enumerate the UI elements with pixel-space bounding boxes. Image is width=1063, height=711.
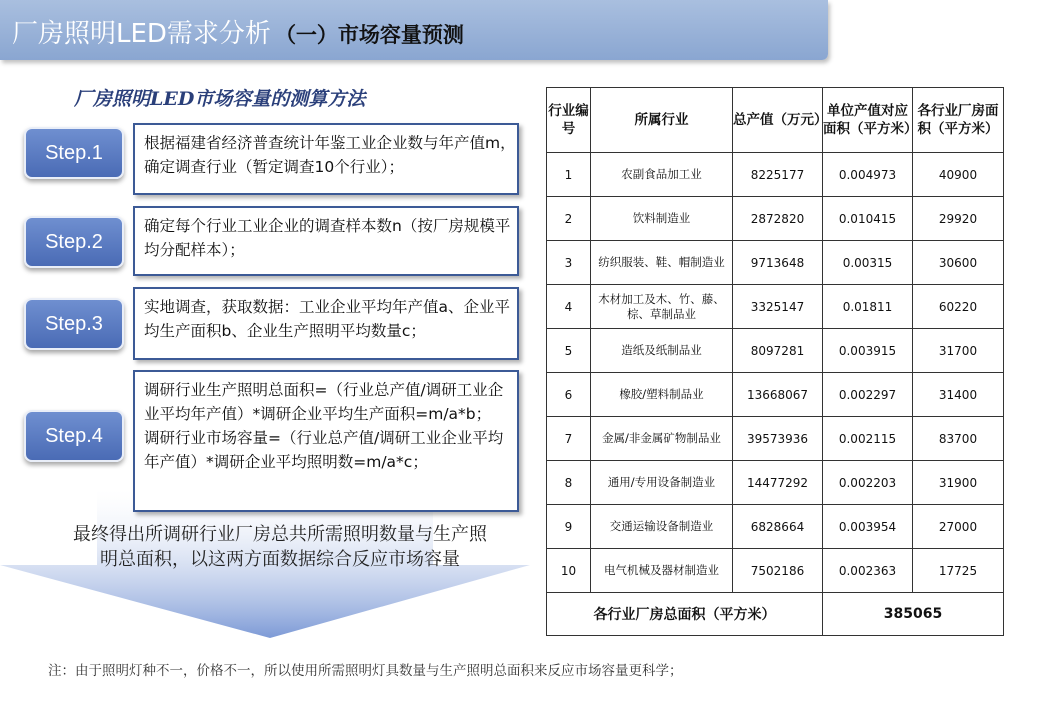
cell-id: 6 (547, 373, 591, 417)
step-1-badge: Step.1 (24, 127, 124, 179)
cell-unit-area: 0.002203 (823, 461, 913, 505)
cell-industry: 通用/专用设备制造业 (591, 461, 733, 505)
cell-id: 10 (547, 549, 591, 593)
table-total-row (547, 593, 1004, 636)
cell-area: 31900 (913, 461, 1004, 505)
cell-unit-area: 0.002115 (823, 417, 913, 461)
cell-unit-area: 0.003954 (823, 505, 913, 549)
cell-output: 8097281 (733, 329, 823, 373)
page-title-main: 厂房照明LED需求分析 (12, 19, 271, 49)
step-3-badge: Step.3 (24, 298, 124, 350)
table-row (547, 505, 1004, 549)
cell-industry: 橡胶/塑料制品业 (591, 373, 733, 417)
table-row (547, 417, 1004, 461)
cell-industry: 电气机械及器材制造业 (591, 549, 733, 593)
cell-id: 9 (547, 505, 591, 549)
cell-id: 3 (547, 241, 591, 285)
cell-area: 60220 (913, 285, 1004, 329)
method-title: 厂房照明LED市场容量的测算方法 (74, 88, 366, 110)
cell-industry: 木材加工及木、竹、藤、棕、草制品业 (591, 285, 733, 329)
cell-id: 1 (547, 153, 591, 197)
table-row (547, 285, 1004, 329)
cell-unit-area: 0.004973 (823, 153, 913, 197)
step-3-text: 实地调查，获取数据：工业企业平均年产值a、企业平均生产面积b、企业生产照明平均数量c； (133, 287, 519, 360)
title-bar (0, 0, 828, 60)
total-value: 385065 (823, 593, 1004, 636)
cell-area: 27000 (913, 505, 1004, 549)
cell-area: 31400 (913, 373, 1004, 417)
table-body (547, 153, 1004, 593)
cell-area: 30600 (913, 241, 1004, 285)
cell-output: 6828664 (733, 505, 823, 549)
cell-unit-area: 0.003915 (823, 329, 913, 373)
table-row (547, 461, 1004, 505)
cell-industry: 农副食品加工业 (591, 153, 733, 197)
col-header-unit-area: 单位产值对应面积（平方米） (823, 88, 913, 153)
table-row (547, 153, 1004, 197)
col-header-area: 各行业厂房面积（平方米） (913, 88, 1004, 153)
col-header-id: 行业编号 (547, 88, 591, 153)
industry-area-table (546, 87, 1004, 636)
cell-id: 2 (547, 197, 591, 241)
step-4-text: 调研行业生产照明总面积=（行业总产值/调研工业企业平均年产值）*调研企业平均生产面积=m/a*b； 调研行业市场容量=（行业总产值/调研工业企业平均年产值）*调研企业平均照明数=m/a*c； (133, 370, 519, 512)
step-4-badge: Step.4 (24, 410, 124, 462)
footnote: 注：由于照明灯种不一，价格不一，所以使用所需照明灯具数量与生产照明总面积来反应市场容量更科学； (48, 663, 683, 679)
cell-area: 83700 (913, 417, 1004, 461)
cell-industry: 金属/非金属矿物制品业 (591, 417, 733, 461)
step-2-text: 确定每个行业工业企业的调查样本数n（按厂房规模平均分配样本）； (133, 206, 519, 276)
cell-unit-area: 0.00315 (823, 241, 913, 285)
cell-unit-area: 0.002297 (823, 373, 913, 417)
cell-output: 7502186 (733, 549, 823, 593)
cell-id: 5 (547, 329, 591, 373)
total-label: 各行业厂房总面积（平方米） (547, 593, 823, 636)
cell-output: 14477292 (733, 461, 823, 505)
cell-industry: 纺织服装、鞋、帽制造业 (591, 241, 733, 285)
cell-unit-area: 0.01811 (823, 285, 913, 329)
table-row (547, 549, 1004, 593)
step-1-text: 根据福建省经济普查统计年鉴工业企业数与年产值m，确定调查行业（暂定调查10个行业）； (133, 123, 519, 195)
col-header-industry: 所属行业 (591, 88, 733, 153)
table-row (547, 241, 1004, 285)
cell-id: 8 (547, 461, 591, 505)
cell-industry: 造纸及纸制品业 (591, 329, 733, 373)
table-row (547, 373, 1004, 417)
cell-unit-area: 0.010415 (823, 197, 913, 241)
cell-area: 29920 (913, 197, 1004, 241)
cell-area: 31700 (913, 329, 1004, 373)
cell-unit-area: 0.002363 (823, 549, 913, 593)
cell-output: 39573936 (733, 417, 823, 461)
cell-id: 4 (547, 285, 591, 329)
table-row (547, 197, 1004, 241)
page-subtitle: （一）市场容量预测 (274, 23, 464, 47)
step-2-badge: Step.2 (24, 216, 124, 268)
cell-output: 8225177 (733, 153, 823, 197)
conclusion-text: 最终得出所调研行业厂房总共所需照明数量与生产照明总面积，以这两方面数据综合反应市场容量 (73, 524, 487, 570)
cell-industry: 饮料制造业 (591, 197, 733, 241)
table-header-row (547, 88, 1004, 153)
cell-id: 7 (547, 417, 591, 461)
cell-area: 17725 (913, 549, 1004, 593)
cell-area: 40900 (913, 153, 1004, 197)
cell-output: 9713648 (733, 241, 823, 285)
page-title (12, 13, 464, 50)
col-header-output: 总产值（万元） (733, 88, 823, 153)
cell-output: 3325147 (733, 285, 823, 329)
cell-industry: 交通运输设备制造业 (591, 505, 733, 549)
table-row (547, 329, 1004, 373)
cell-output: 13668067 (733, 373, 823, 417)
cell-output: 2872820 (733, 197, 823, 241)
